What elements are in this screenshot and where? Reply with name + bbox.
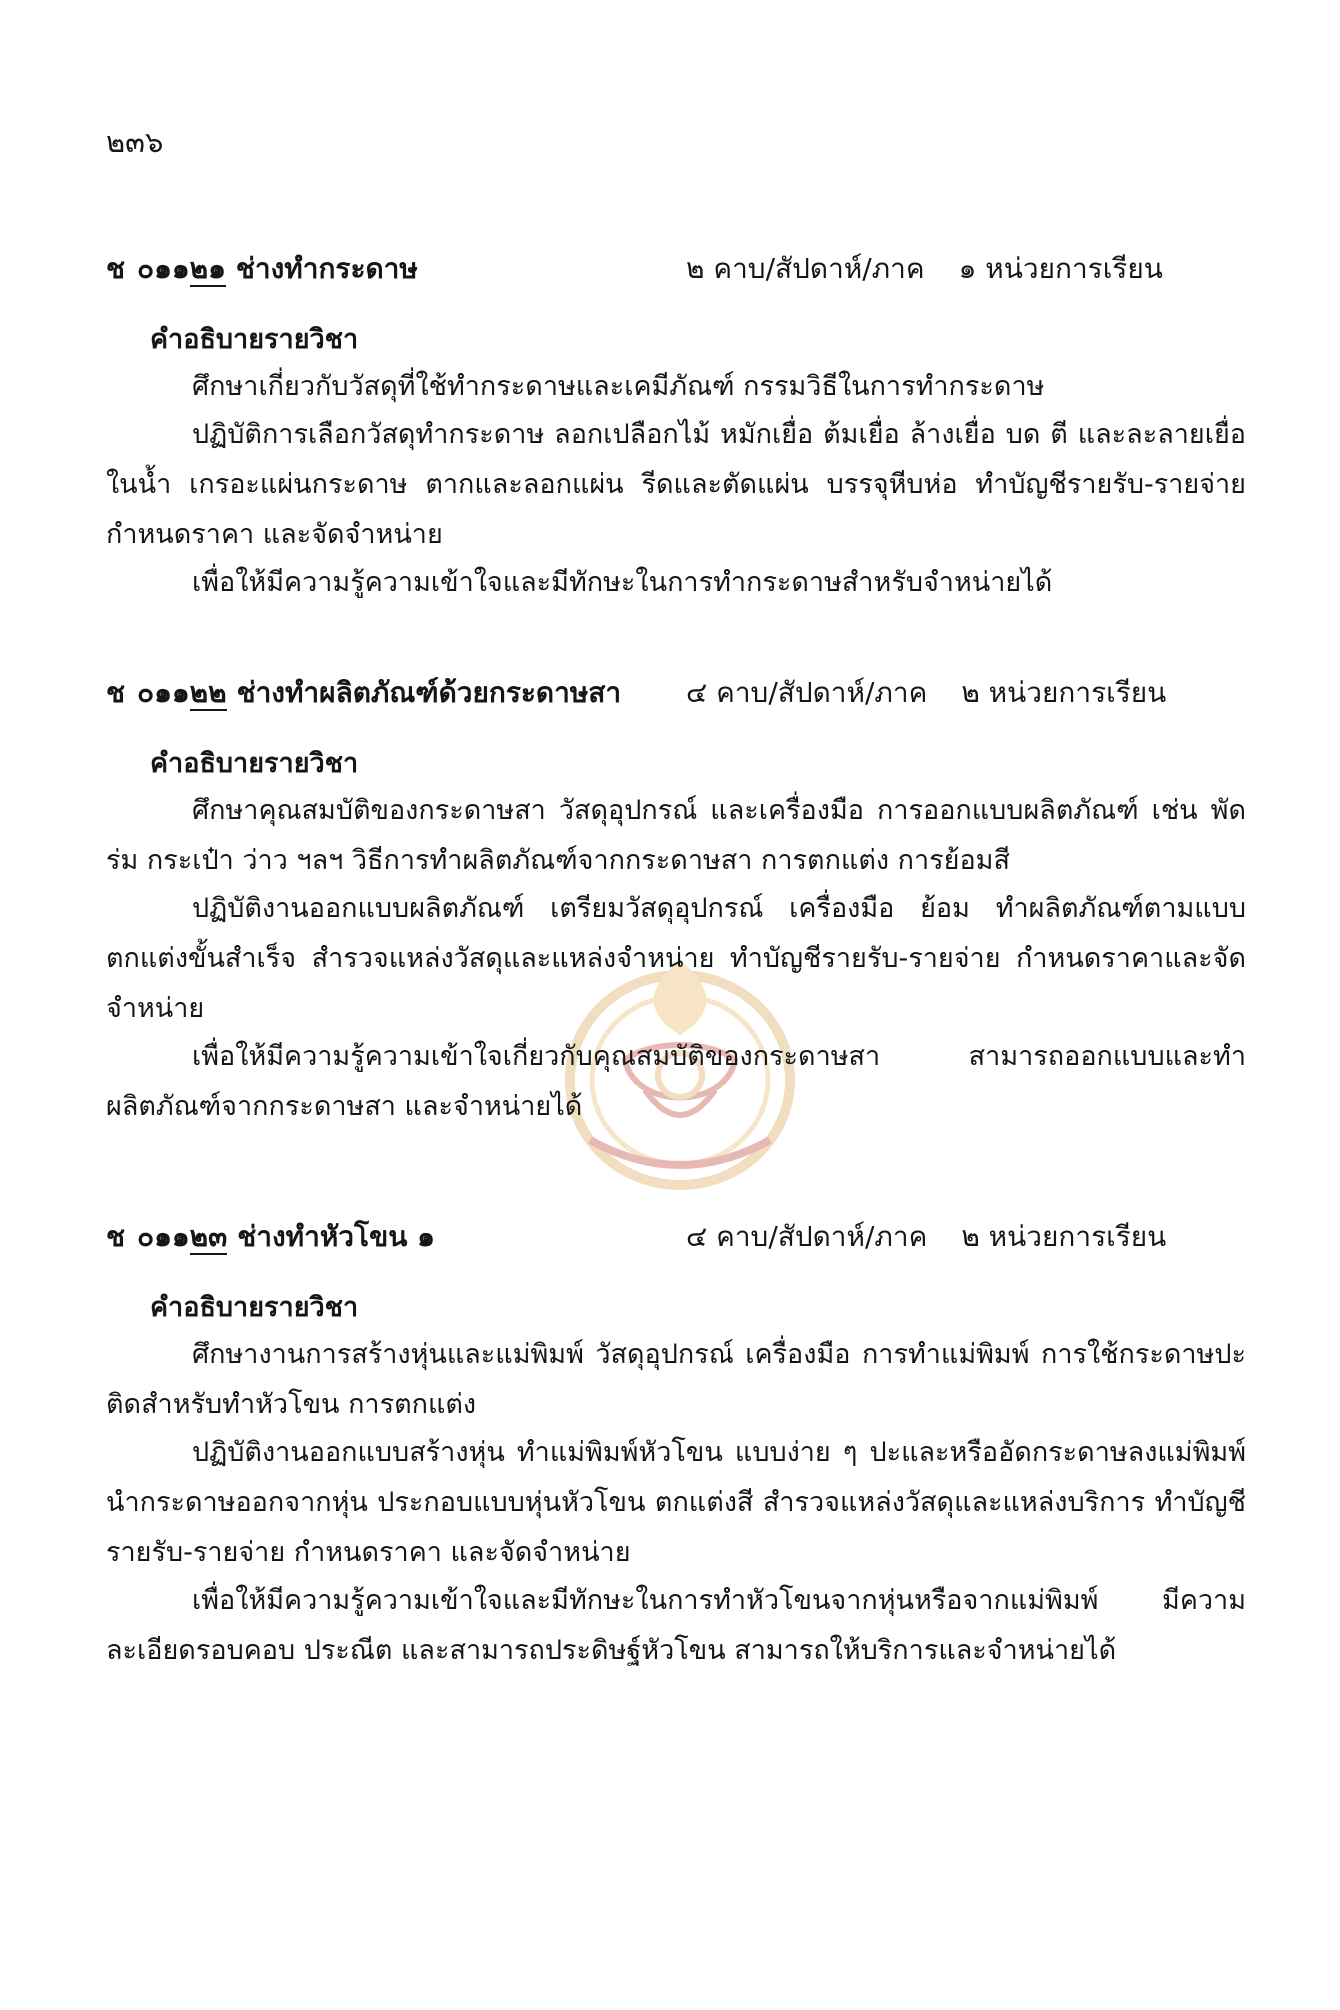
course-header <box>106 670 1246 716</box>
course-code: ๐๑๑๒๑ <box>137 252 226 285</box>
course-prefix: ช <box>106 1220 126 1253</box>
description-heading: คำอธิบายรายวิชา <box>150 748 359 779</box>
course-code-title <box>106 246 418 292</box>
description-heading: คำอธิบายรายวิชา <box>150 1292 359 1323</box>
course-credits: ๑ หน่วยการเรียน <box>958 252 1163 285</box>
course-title: ช่างทำกระดาษ <box>235 252 418 285</box>
description-paragraph: ปฏิบัติการเลือกวัสดุทำกระดาษ ลอกเปลือกไม้ หมักเยื่อ ต้มเยื่อ ล้างเยื่อ บด ตี และละลายเยื่อในน้ำ เกรอะแผ่นกระดาษ ตากและลอกแผ่น รีดและตัดแผ่น บรรจุหีบห่อ ทำบัญชีรายรับ-รายจ่าย กำหนดราคา และจัดจำหน่าย <box>106 419 1246 550</box>
course-hours: ๔ คาบ/สัปดาห์/ภาค <box>686 1220 928 1253</box>
course-load <box>686 670 1166 716</box>
description-paragraph: เพื่อให้มีความรู้ความเข้าใจและมีทักษะในการทำหัวโขนจากหุ่นหรือจากแม่พิมพ์ มีความละเอียดรอบคอบ ประณีต และสามารถประดิษฐ์หัวโขน สามารถให้บริการและจำหน่ายได้ <box>106 1585 1246 1666</box>
description-heading: คำอธิบายรายวิชา <box>150 324 359 355</box>
course-prefix: ช <box>106 252 126 285</box>
course-load <box>686 1214 1166 1260</box>
course-header <box>106 246 1246 292</box>
description-paragraph: เพื่อให้มีความรู้ความเข้าใจเกี่ยวกับคุณสมบัติของกระดาษสา สามารถออกแบบและทำผลิตภัณฑ์จากกระดาษสา และจำหน่ายได้ <box>106 1041 1246 1122</box>
course-code: ๐๑๑๒๒ <box>137 676 227 709</box>
course-hours: ๒ คาบ/สัปดาห์/ภาค <box>686 252 925 285</box>
description-paragraph: ศึกษางานการสร้างหุ่นและแม่พิมพ์ วัสดุอุปกรณ์ เครื่องมือ การทำแม่พิมพ์ การใช้กระดาษปะติดสำหรับทำหัวโขน การตกแต่ง <box>106 1339 1246 1420</box>
course-prefix: ช <box>106 676 126 709</box>
course-code: ๐๑๑๒๓ <box>137 1220 228 1253</box>
description-paragraph: ปฏิบัติงานออกแบบสร้างหุ่น ทำแม่พิมพ์หัวโขน แบบง่าย ๆ ปะและหรืออัดกระดาษลงแม่พิมพ์ นำกระดาษออกจากหุ่น ประกอบแบบหุ่นหัวโขน ตกแต่งสี สำรวจแหล่งวัสดุและแหล่งบริการ ทำบัญชีรายรับ-รายจ่าย กำหนดราคา และจัดจำหน่าย <box>106 1437 1246 1568</box>
course-section <box>106 1214 1246 1676</box>
course-section <box>106 246 1246 608</box>
description-paragraph: ศึกษาเกี่ยวกับวัสดุที่ใช้ทำกระดาษและเคมีภัณฑ์ กรรมวิธีในการทำกระดาษ <box>192 371 1045 402</box>
course-section <box>106 670 1246 1132</box>
course-hours: ๔ คาบ/สัปดาห์/ภาค <box>686 676 928 709</box>
description-paragraph: ศึกษาคุณสมบัติของกระดาษสา วัสดุอุปกรณ์ และเครื่องมือ การออกแบบผลิตภัณฑ์ เช่น พัด ร่ม กระเป๋า ว่าว ฯลฯ วิธีการทำผลิตภัณฑ์จากกระดาษสา การตกแต่ง การย้อมสี <box>106 795 1246 876</box>
course-header <box>106 1214 1246 1260</box>
course-title: ช่างทำหัวโขน ๑ <box>237 1220 435 1253</box>
course-code-title <box>106 670 621 716</box>
course-credits: ๒ หน่วยการเรียน <box>961 676 1167 709</box>
course-code-title <box>106 1214 435 1260</box>
course-title: ช่างทำผลิตภัณฑ์ด้วยกระดาษสา <box>236 676 622 709</box>
course-credits: ๒ หน่วยการเรียน <box>961 1220 1167 1253</box>
course-load <box>686 246 1163 292</box>
page-number: ๒๓๖ <box>106 125 164 159</box>
description-paragraph: เพื่อให้มีความรู้ความเข้าใจและมีทักษะในการทำกระดาษสำหรับจำหน่ายได้ <box>192 567 1053 598</box>
description-paragraph: ปฏิบัติงานออกแบบผลิตภัณฑ์ เตรียมวัสดุอุปกรณ์ เครื่องมือ ย้อม ทำผลิตภัณฑ์ตามแบบ ตกแต่งขั้นสำเร็จ สำรวจแหล่งวัสดุและแหล่งจำหน่าย ทำบัญชีรายรับ-รายจ่าย กำหนดราคาและจัดจำหน่าย <box>106 893 1246 1024</box>
